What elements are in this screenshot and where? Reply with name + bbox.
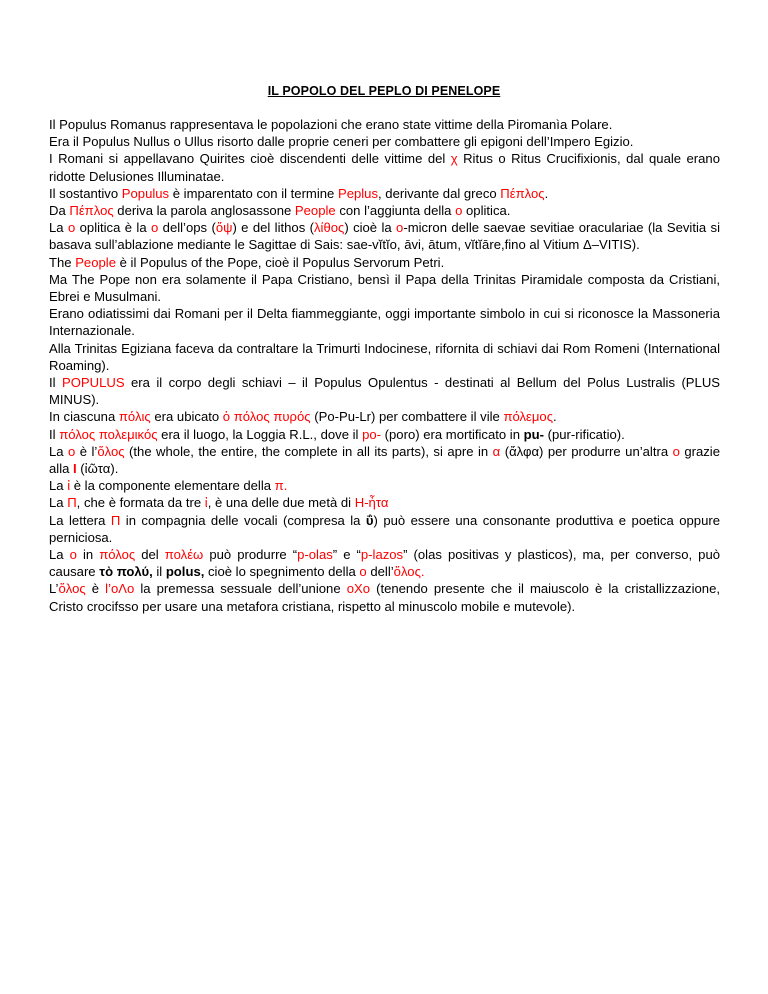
text-segment: . — [553, 409, 557, 425]
highlighted-text: o — [68, 443, 76, 459]
document-body — [49, 116, 720, 615]
highlighted-text: People — [75, 254, 116, 270]
paragraph — [49, 305, 720, 339]
text-segment: (ἰῶτα). — [76, 461, 119, 477]
text-segment: in compagnia delle vocali (compresa la — [120, 512, 366, 528]
text-segment: cioè lo spegnimento della — [204, 564, 360, 580]
text-segment: del — [135, 547, 165, 563]
text-segment: . — [544, 185, 549, 201]
highlighted-text: Π — [110, 512, 121, 528]
text-segment: Ma The Pope non era solamente il Papa Cristiano, bensì il Papa della Trinitas Piramidale composta da Cristiani, Ebrei e Musulmani. — [49, 271, 720, 305]
text-segment: (tenendo presente che il maiuscolo è la cristallizzazione, Cristo crocifsso per usare una metafora cristiana, rispetto al minuscolo mobile e mutevole). — [49, 581, 720, 614]
highlighted-text: Peplus — [337, 185, 379, 201]
text-segment: ) cioè la — [344, 220, 397, 236]
highlighted-text: ὁ πόλος πυρός — [222, 409, 311, 425]
text-segment: pu- — [523, 426, 544, 442]
paragraph — [49, 340, 720, 374]
text-segment: Alla Trinitas Egiziana faceva da contraltare la Trimurti Indocinese, rifornita di schiavi dai Rom Romeni (International Roaming). — [49, 340, 720, 373]
text-segment: Il sostantivo — [49, 185, 122, 201]
text-segment: il — [152, 564, 166, 580]
text-segment: dell’ — [366, 564, 394, 580]
highlighted-text: π. — [274, 478, 288, 494]
highlighted-text: POPULUS — [61, 375, 125, 391]
highlighted-text: o — [69, 547, 77, 563]
highlighted-text: Η-ἦτα — [354, 495, 389, 511]
text-segment: ” e “ — [332, 547, 361, 563]
highlighted-text: p-lazos — [360, 547, 404, 563]
text-segment: -micron delle saevae sevitiae oraculariae (la Sevitia si basava sull’ablazione mediante le Sagittae di Sais: sae-vĭtĭo, āvi, ātum, vĭtĭāre,fino al Vitium Δ–VITIS). — [49, 220, 720, 253]
text-segment: era ubicato — [150, 409, 223, 425]
text-segment: è il Populus of the Pope, cioè il Populus Servorum Petri. — [115, 254, 445, 270]
highlighted-text: ὅλος — [97, 443, 125, 459]
text-segment: è imparentato con il termine — [169, 185, 338, 201]
highlighted-text: πόλις — [118, 409, 151, 425]
text-segment: (the whole, the entire, the complete in all its parts), si apre in — [124, 443, 493, 459]
text-segment: I Romani si appellavano Quirites cioè discendenti delle vittime del — [49, 151, 451, 167]
paragraph — [49, 443, 720, 477]
text-segment: può produrre “ — [203, 547, 298, 563]
text-segment: con l’aggiunta della — [335, 203, 456, 219]
text-segment: ) e del lithos ( — [232, 220, 314, 236]
text-segment: , è una delle due metà di — [207, 495, 355, 511]
text-segment: L’ — [49, 581, 59, 597]
highlighted-text: Populus — [121, 185, 170, 201]
paragraph — [49, 219, 720, 253]
paragraph — [49, 374, 720, 408]
paragraph — [49, 202, 720, 219]
paragraph — [49, 133, 720, 150]
text-segment: ΰ — [365, 512, 374, 528]
text-segment: oplitica. — [462, 203, 511, 219]
text-segment: La lettera — [49, 512, 111, 528]
highlighted-text: ὄψ — [215, 220, 233, 236]
text-segment: Ritus o Ritus Crucifixionis, dal quale erano ridotte Delusiones Illuminatae. — [49, 151, 720, 184]
text-segment: Il Populus Romanus rappresentava le popolazioni che erano state vittime della Piromanìa Polare. — [49, 117, 613, 132]
highlighted-text: p-olas — [297, 547, 333, 563]
paragraph — [49, 512, 720, 546]
text-segment: Il — [49, 375, 62, 391]
highlighted-text: l’oΛo — [105, 581, 135, 597]
text-segment: In ciascuna — [49, 409, 119, 425]
text-segment: è la componente elementare della — [70, 478, 275, 494]
paragraph — [49, 408, 720, 425]
text-segment: oplitica è la — [75, 220, 151, 236]
highlighted-text: o — [455, 203, 463, 219]
text-segment: , derivante dal greco — [378, 185, 501, 201]
text-segment: era il corpo degli schiavi – il Populus Opulentus - destinati al Bellum del Polus Lustralis (PLUS MINUS). — [49, 375, 721, 408]
text-segment: polus, — [165, 564, 205, 580]
text-segment: Da — [49, 203, 70, 219]
text-segment: The — [49, 254, 76, 270]
highlighted-text: oXo — [346, 581, 370, 597]
text-segment: in — [76, 547, 100, 563]
highlighted-text: πόλος πολεμικός — [59, 426, 158, 442]
highlighted-text: po- — [362, 426, 382, 442]
text-segment: deriva la parola anglosassone — [113, 203, 295, 219]
text-segment: , che è formata da tre — [76, 495, 205, 511]
text-segment: (poro) era mortificato in — [381, 426, 524, 442]
text-segment: Erano odiatissimi dai Romani per il Delta fiammeggiante, oggi importante simbolo in cui si riconosce la Massoneria Internazionale. — [49, 306, 720, 339]
highlighted-text: Πέπλος — [500, 185, 545, 201]
text-segment: (ἄλφα) per produrre un’altra — [500, 443, 673, 459]
highlighted-text: πολέω — [164, 547, 204, 563]
text-segment: era il luogo, la Loggia R.L., dove il — [157, 426, 363, 442]
text-segment: τὸ πολύ, — [99, 564, 153, 580]
paragraph — [49, 150, 720, 184]
highlighted-text: λίθος — [313, 220, 345, 236]
highlighted-text: πόλος — [99, 547, 136, 563]
text-segment: (Po-Pu-Lr) per combattere il vile — [310, 409, 504, 425]
text-segment: La — [49, 443, 69, 459]
paragraph — [49, 477, 720, 494]
highlighted-text: χ — [450, 151, 458, 167]
highlighted-text: ὅλος — [58, 581, 86, 597]
paragraph — [49, 580, 720, 614]
text-segment: Era il Populus Nullus o Ullus risorto dalle proprie ceneri per combattere gli epigoni dell’Impero Egizio. — [49, 134, 634, 150]
highlighted-text: ἰ — [204, 495, 208, 511]
text-segment: La — [49, 478, 68, 494]
highlighted-text: Πέπλος — [69, 203, 114, 219]
highlighted-text: o — [359, 564, 367, 580]
text-segment: è — [85, 581, 106, 597]
paragraph — [49, 494, 720, 511]
highlighted-text: o — [151, 220, 159, 236]
highlighted-text: I — [73, 461, 77, 477]
paragraph — [49, 271, 720, 305]
paragraph — [49, 185, 720, 202]
text-segment: è l’ — [75, 443, 98, 459]
text-segment: ) può essere una consonante produttiva e poetica oppure perniciosa. — [49, 512, 720, 545]
text-segment: la premessa sessuale dell’unione — [134, 581, 347, 597]
highlighted-text: o — [67, 220, 76, 236]
document-title: IL POPOLO DEL PEPLO DI PENELOPE — [267, 84, 501, 98]
highlighted-text: ὅλος. — [393, 564, 425, 580]
paragraph — [49, 546, 720, 580]
highlighted-text: πόλεμος — [503, 409, 554, 425]
text-segment: ” (olas positivas y plasticos), ma, per converso, può causare — [49, 547, 721, 580]
paragraph — [49, 254, 720, 271]
paragraph — [49, 426, 720, 443]
highlighted-text: People — [294, 203, 336, 219]
text-segment: La — [49, 495, 68, 511]
text-segment: grazie alla — [49, 443, 720, 477]
text-segment: Il — [49, 426, 60, 442]
highlighted-text: α — [492, 443, 501, 459]
text-segment: La — [49, 220, 68, 236]
highlighted-text: o — [672, 443, 680, 459]
paragraph — [49, 116, 720, 133]
text-segment: dell’ops ( — [158, 220, 216, 236]
highlighted-text: o — [396, 220, 404, 236]
text-segment: (pur-rificatio). — [544, 426, 625, 442]
highlighted-text: ἰ — [67, 478, 71, 494]
highlighted-text: Π — [67, 495, 77, 511]
text-segment: La — [49, 547, 70, 563]
